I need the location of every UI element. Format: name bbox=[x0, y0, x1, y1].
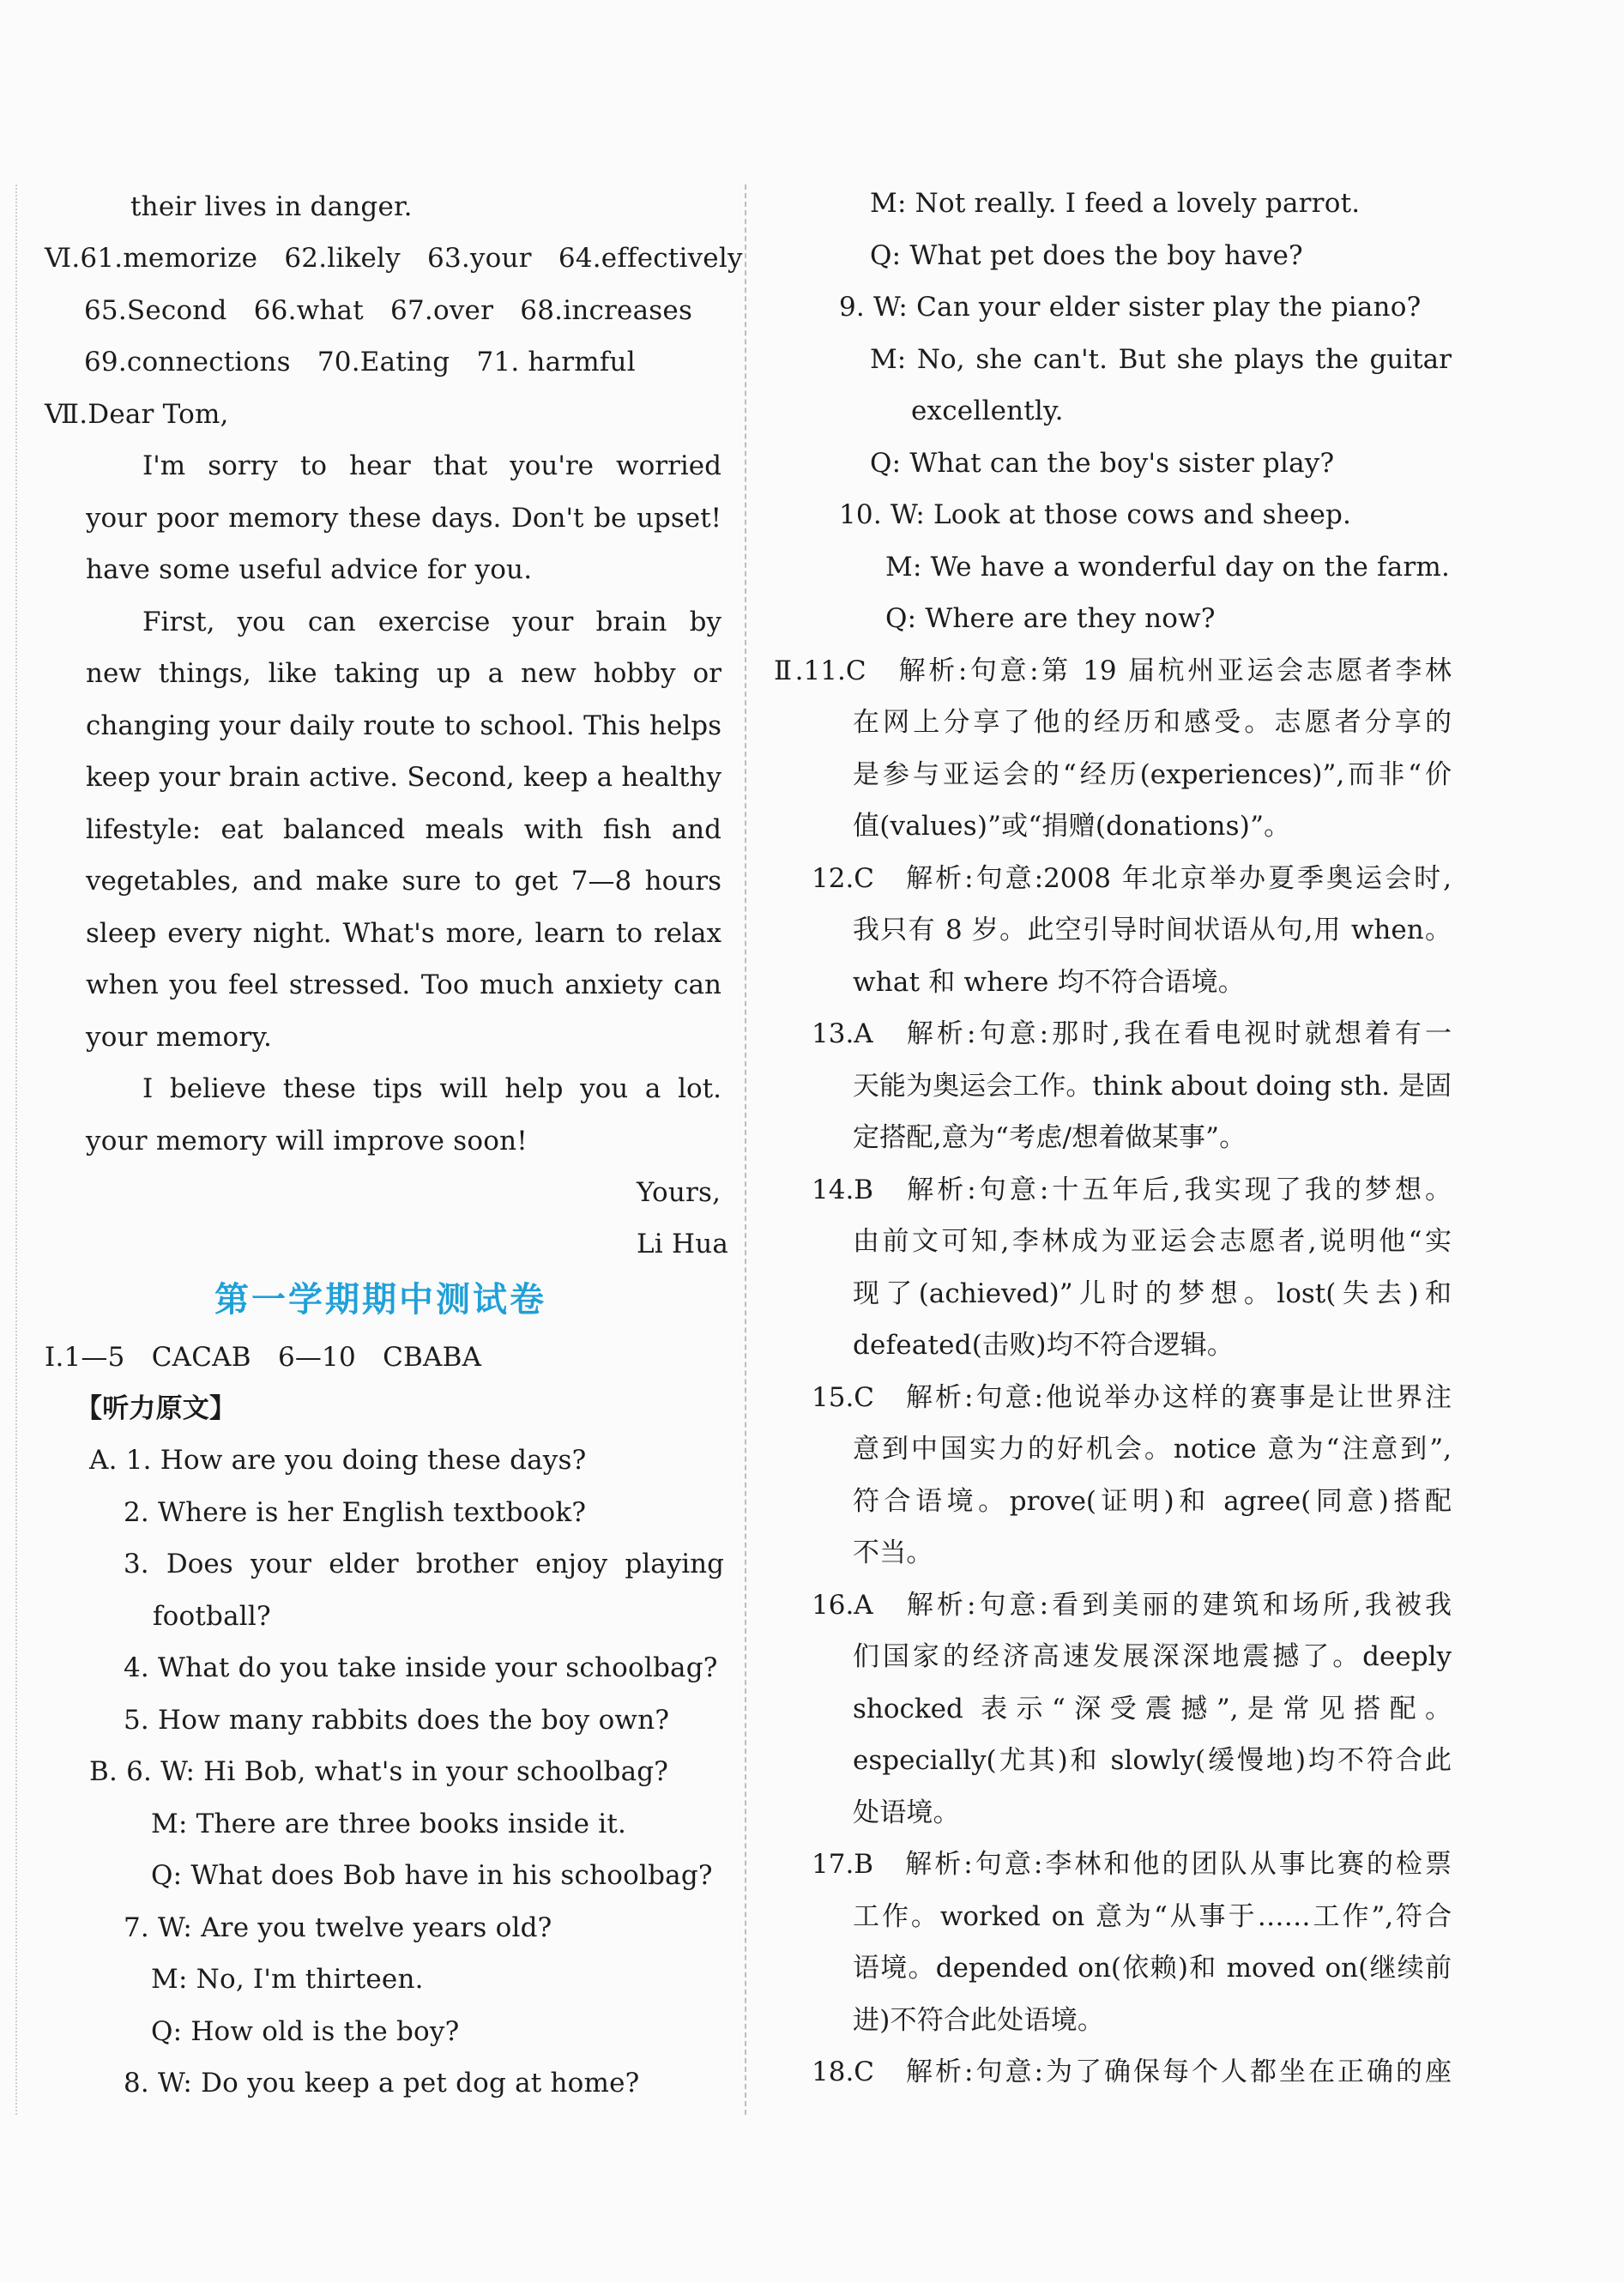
explanation-line: 是参与亚运会的“经历(experiences)”,而非“价 bbox=[853, 759, 1452, 790]
letter-line: First, you can exercise your brain by bbox=[142, 607, 721, 637]
explanation-line: 15.C 解析:句意:他说举办这样的赛事是让世界注 bbox=[812, 1382, 1452, 1413]
explanation-line: 18.C 解析:句意:为了确保每个人都坐在正确的座 bbox=[812, 2057, 1452, 2087]
answer-line: Ⅰ.1—5 CACAB 6—10 CBABA bbox=[45, 1342, 482, 1373]
explanation-line: 处语境。 bbox=[853, 1797, 960, 1828]
letter-line: when you feel stressed. Too much anxiety can bbox=[86, 969, 721, 1000]
answer-line: Ⅵ.61.memorize 62.likely 63.your 64.effectively bbox=[45, 243, 743, 274]
explanation-line: 值(values)”或“捐赠(donations)”。 bbox=[853, 811, 1291, 842]
explanation-line: 进)不符合此处语境。 bbox=[853, 2005, 1105, 2036]
explanation-line: 在网上分享了他的经历和感受。志愿者分享的 bbox=[853, 707, 1452, 738]
explanation-line: 16.A 解析:句意:看到美丽的建筑和场所,我被我 bbox=[812, 1590, 1452, 1621]
explanation-line: 意到中国实力的好机会。notice 意为“注意到”, bbox=[853, 1434, 1452, 1465]
explanation-line: 13.A 解析:句意:那时,我在看电视时就想着有一 bbox=[812, 1018, 1452, 1049]
explanation-line: especially(尤其)和 slowly(缓慢地)均不符合此 bbox=[853, 1745, 1452, 1776]
explanation-line: what 和 where 均不符合语境。 bbox=[853, 967, 1246, 998]
script-line: 2. Where is her English textbook? bbox=[124, 1497, 587, 1528]
explanation-line: 我只有 8 岁。此空引导时间状语从句,用 when。 bbox=[853, 915, 1452, 945]
script-line: 3. Does your elder brother enjoy playing bbox=[124, 1549, 724, 1579]
explanation-line: 不当。 bbox=[853, 1537, 933, 1568]
text-line: their lives in danger. bbox=[130, 191, 413, 222]
letter-line: keep your brain active. Second, keep a healthy bbox=[86, 762, 721, 793]
explanation-line: 天能为奥运会工作。think about doing sth. 是固 bbox=[853, 1071, 1452, 1102]
letter-line: vegetables, and make sure to get 7—8 hours bbox=[86, 866, 721, 897]
explanation-line: 工作。worked on 意为“从事于……工作”,符合 bbox=[853, 1901, 1452, 1932]
script-line: 5. How many rabbits does the boy own? bbox=[124, 1705, 670, 1736]
script-line: 8. W: Do you keep a pet dog at home? bbox=[124, 2068, 640, 2099]
script-line: M: We have a wonderful day on the farm. bbox=[885, 552, 1451, 583]
script-line: Q: How old is the boy? bbox=[151, 2016, 460, 2047]
script-line: 4. What do you take inside your schoolbag? bbox=[124, 1652, 718, 1683]
script-line: M: Not really. I feed a lovely parrot. bbox=[870, 188, 1361, 219]
script-line: 7. W: Are you twelve years old? bbox=[124, 1912, 552, 1943]
script-line: Q: What can the boy's sister play? bbox=[870, 448, 1335, 479]
explanation-line: 现了(achieved)”儿时的梦想。lost(失去)和 bbox=[853, 1278, 1452, 1309]
letter-line: your memory. bbox=[86, 1022, 273, 1053]
script-line: football? bbox=[153, 1601, 271, 1632]
script-line: Q: What pet does the boy have? bbox=[870, 240, 1303, 271]
explanation-line: 语境。depended on(依赖)和 moved on(继续前 bbox=[853, 1953, 1452, 1984]
explanation-line: 们国家的经济高速发展深深地震撼了。deeply bbox=[853, 1641, 1452, 1672]
letter-line: lifestyle: eat balanced meals with fish and bbox=[86, 814, 721, 845]
script-line: M: There are three books inside it. bbox=[151, 1809, 627, 1839]
letter-line: have some useful advice for you. bbox=[86, 554, 533, 585]
script-line: M: No, I'm thirteen. bbox=[151, 1964, 424, 1995]
script-line: Q: Where are they now? bbox=[885, 603, 1216, 634]
script-line: A. 1. How are you doing these days? bbox=[89, 1445, 587, 1476]
explanation-line: Ⅱ.11.C 解析:句意:第 19 届杭州亚运会志愿者李林 bbox=[774, 655, 1452, 686]
script-line: M: No, she can't. But she plays the guitar bbox=[870, 344, 1452, 375]
explanation-line: 由前文可知,李林成为亚运会志愿者,说明他“实 bbox=[853, 1226, 1452, 1257]
letter-line: new things, like taking up a new hobby or bbox=[86, 658, 721, 689]
script-line: excellently. bbox=[911, 396, 1064, 426]
explanation-line: shocked 表示“深受震撼”,是常见搭配。 bbox=[853, 1694, 1452, 1724]
explanation-line: 12.C 解析:句意:2008 年北京举办夏季奥运会时, bbox=[812, 863, 1452, 894]
script-line: B. 6. W: Hi Bob, what's in your schoolbag? bbox=[89, 1756, 669, 1787]
letter-line: I believe these tips will help you a lot. bbox=[142, 1073, 721, 1104]
section-label: 【听力原文】 bbox=[75, 1393, 237, 1424]
letter-salutation: Ⅶ.Dear Tom, bbox=[45, 399, 229, 430]
answer-line: 65.Second 66.what 67.over 68.increases bbox=[84, 295, 693, 326]
margin-mark bbox=[15, 184, 17, 2115]
section-title: 第一学期期中测试卷 bbox=[214, 1280, 546, 1320]
letter-closing: Yours, bbox=[637, 1177, 721, 1208]
letter-line: your memory will improve soon! bbox=[86, 1126, 528, 1157]
explanation-line: 定搭配,意为“考虑/想着做某事”。 bbox=[853, 1122, 1247, 1153]
explanation-line: 14.B 解析:句意:十五年后,我实现了我的梦想。 bbox=[812, 1175, 1452, 1205]
answer-line: 69.connections 70.Eating 71. harmful bbox=[84, 347, 636, 377]
script-line: Q: What does Bob have in his schoolbag? bbox=[151, 1860, 713, 1891]
script-line: 9. W: Can your elder sister play the piano? bbox=[839, 292, 1422, 323]
letter-line: sleep every night. What's more, learn to relax bbox=[86, 918, 721, 949]
explanation-line: defeated(击败)均不符合逻辑。 bbox=[853, 1330, 1235, 1361]
explanation-line: 符合语境。prove(证明)和 agree(同意)搭配 bbox=[853, 1486, 1452, 1517]
explanation-line: 17.B 解析:句意:李林和他的团队从事比赛的检票 bbox=[812, 1849, 1452, 1880]
letter-signature: Li Hua bbox=[637, 1229, 729, 1259]
letter-line: your poor memory these days. Don't be upset! bbox=[86, 503, 721, 534]
script-line: 10. W: Look at those cows and sheep. bbox=[839, 499, 1352, 530]
column-divider bbox=[745, 184, 746, 2115]
letter-line: changing your daily route to school. This helps bbox=[86, 710, 721, 741]
letter-line: I'm sorry to hear that you're worried bbox=[142, 450, 721, 481]
